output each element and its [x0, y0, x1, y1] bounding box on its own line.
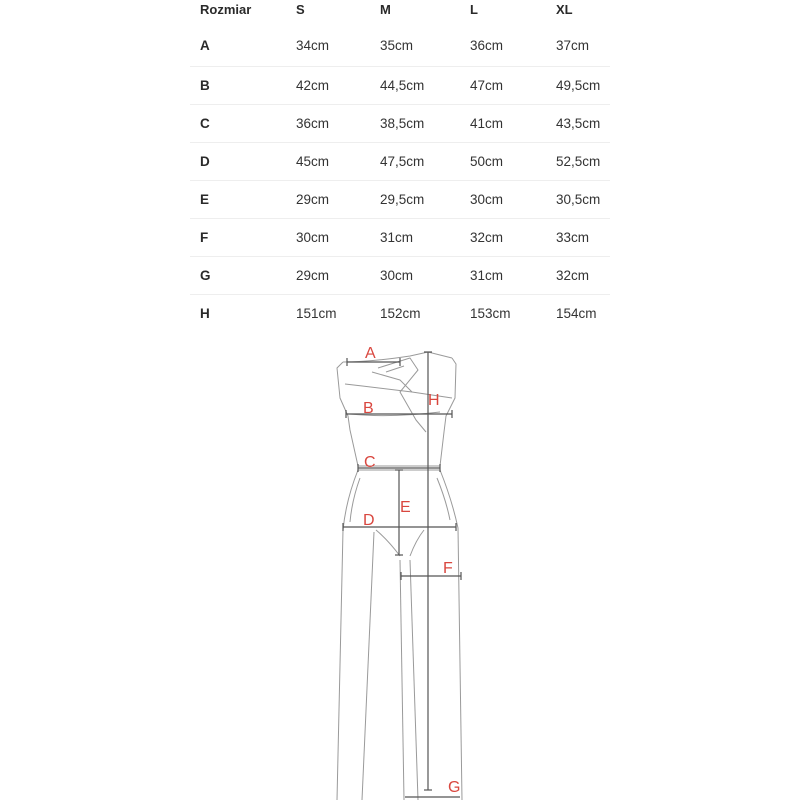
cell-value: 50cm [460, 143, 546, 181]
cell-value: 44,5cm [370, 67, 460, 105]
cell-value: 29,5cm [370, 181, 460, 219]
label-f: F [443, 560, 453, 577]
cell-value: 52,5cm [546, 143, 610, 181]
cell-value: 30cm [460, 181, 546, 219]
cell-value: 47cm [460, 67, 546, 105]
row-label: B [190, 67, 286, 105]
cell-value: 41cm [460, 105, 546, 143]
label-h: H [428, 392, 440, 409]
column-header-size: Rozmiar [200, 2, 252, 17]
row-label: A [190, 24, 286, 67]
row-label: C [190, 105, 286, 143]
cell-value: 33cm [546, 219, 610, 257]
cell-value: 151cm [296, 306, 337, 321]
cell-value: 45cm [286, 143, 370, 181]
column-header-m: M [380, 2, 391, 17]
label-a: A [365, 345, 376, 362]
cell-value: 154cm [556, 306, 597, 321]
cell-value: 31cm [370, 219, 460, 257]
cell-value: 47,5cm [370, 143, 460, 181]
column-header-s: S [296, 2, 305, 17]
cell-value: 49,5cm [546, 67, 610, 105]
label-d: D [363, 512, 375, 529]
cell-value: 32cm [460, 219, 546, 257]
row-label: D [190, 143, 286, 181]
cell-value: 36cm [286, 105, 370, 143]
cell-value: 43,5cm [546, 105, 610, 143]
cell-value: 30cm [286, 219, 370, 257]
cell-value: 35cm [370, 24, 460, 67]
label-b: B [363, 400, 374, 417]
cell-value: 29cm [286, 181, 370, 219]
cell-value: 34cm [286, 24, 370, 67]
label-e: E [400, 499, 411, 516]
row-label: F [190, 219, 286, 257]
cell-value: 38,5cm [370, 105, 460, 143]
cell-value: 30,5cm [546, 181, 610, 219]
cell-value: 37cm [546, 24, 610, 67]
row-label: H [200, 306, 210, 321]
cell-value: 36cm [460, 24, 546, 67]
row-label: E [190, 181, 286, 219]
label-c: C [364, 454, 376, 471]
cell-value: 42cm [286, 67, 370, 105]
cell-value: 152cm [380, 306, 421, 321]
cell-value: 32cm [546, 257, 610, 295]
label-g: G [448, 779, 461, 796]
cell-value: 31cm [460, 257, 546, 295]
column-header-l: L [470, 2, 478, 17]
cell-value: 29cm [286, 257, 370, 295]
cell-value: 153cm [470, 306, 511, 321]
row-label: G [190, 257, 286, 295]
cell-value: 30cm [370, 257, 460, 295]
column-header-xl: XL [556, 2, 573, 17]
